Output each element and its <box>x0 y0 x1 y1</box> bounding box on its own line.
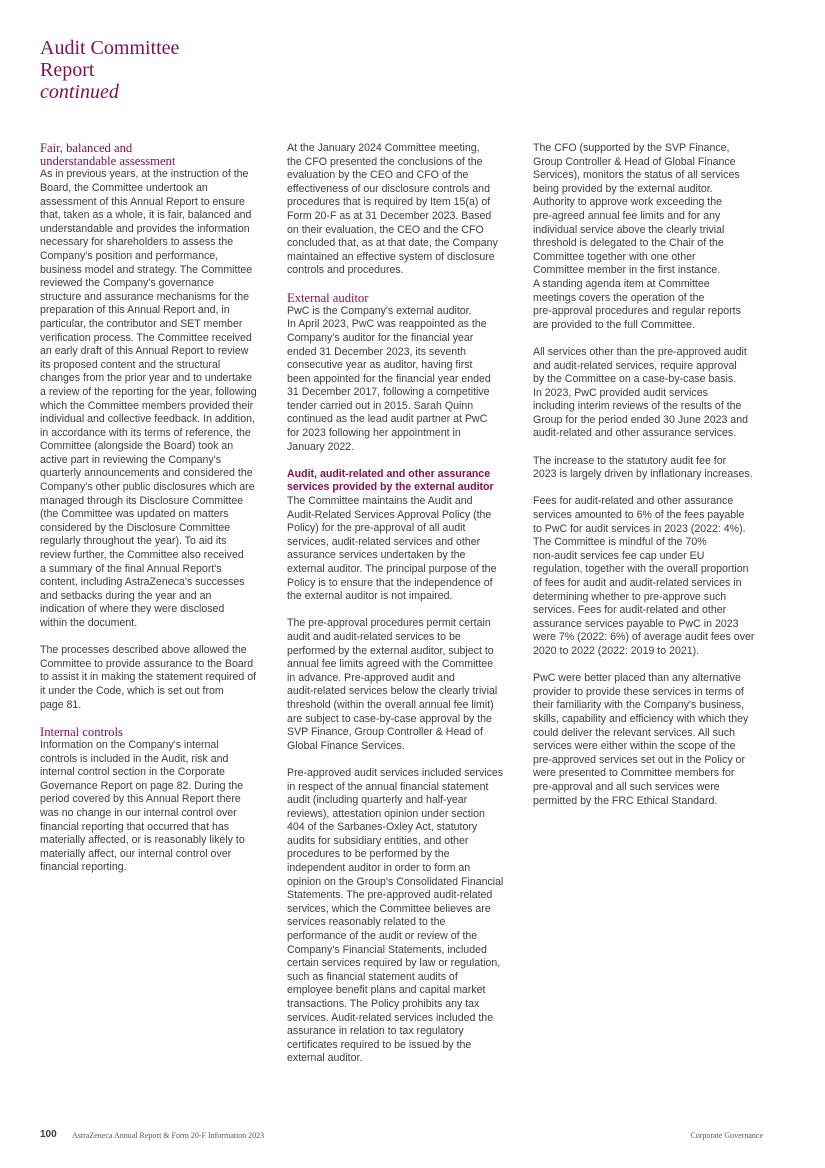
heading-fair-balanced: Fair, balanced and understandable assessment <box>40 141 176 169</box>
column-3 <box>533 142 765 822</box>
page-footer <box>40 1129 763 1143</box>
paragraph-fair-2: The processes described above allowed the Committee to provide assurance to the Board to assist it in making the statement required of it under the Code, which is set out from page 81. <box>40 644 257 711</box>
page-subtitle: continued <box>40 81 119 103</box>
paragraph-services-1: The Committee maintains the Audit and Audit-Related Services Approval Policy (the Policy) for the pre-approval of all audit services, audit-related services and other assurance services undertaken by the external auditor. The principal purpose of the Policy is to ensure that the independence of the external auditor is not impaired. <box>287 495 497 603</box>
section-name: Corporate Governance <box>690 1131 763 1140</box>
page-number: 100 <box>40 1129 57 1140</box>
heading-external-auditor: External auditor <box>287 290 369 305</box>
report-name: AstraZeneca Annual Report & Form 20-F Information 2023 <box>72 1131 265 1140</box>
paragraph-cfo-monitoring: The CFO (supported by the SVP Finance, Group Controller & Head of Global Finance Services), monitors the status of all services being provided by the external auditor. Authority to approve work exceeding the pre-agreed annual fee limits and for any individual service above the clearly trivial threshold is delegated to the Chair of the Committee together with one other Committee member in the first instance. A standing agenda item at Committee meetings covers the operation of the pre-approval procedures and regular reports are provided to the full Committee. <box>533 142 741 331</box>
paragraph-services-2: The pre-approval procedures permit certain audit and audit-related services to be performed by the external auditor, subject to annual fee limits agreed with the Committee in advance. Pre-approved audit and audit-related services below the clearly trivial threshold (within the overall annual fee limit) are subject to case-by-case approval by the SVP Finance, Group Controller & Head of Global Finance Services. <box>287 617 498 752</box>
paragraph-internal-controls: Information on the Company's internal controls is included in the Audit, risk and internal control section in the Corporate Governance Report on page 82. During the period covered by this Annual Report there was no change in our internal control over financial reporting that occurred that has materially affected, or is reasonably likely to materially affect, our internal control over financial reporting. <box>40 738 245 874</box>
paragraph-external-auditor: PwC is the Company's external auditor. In April 2023, PwC was reappointed as the Company's auditor for the financial year ended 31 December 2023, its seventh consecutive year as auditor, having first been appointed for the financial year ended 31 December 2017, following a competitive tender carried out in 2015. Sarah Quinn continued as the lead audit partner at PwC for 2023 following her appointment in January 2022. <box>287 304 491 453</box>
column-1 <box>40 142 272 888</box>
page-title-line2: Report <box>40 59 95 81</box>
page-title-block <box>40 37 179 103</box>
paragraph-audit-fee: The increase to the statutory audit fee for 2023 is largely driven by inflationary increases. <box>533 454 753 481</box>
paragraph-january-meeting: At the January 2024 Committee meeting, the CFO presented the conclusions of the evaluation by the CEO and CFO of the effectiveness of our disclosure controls and procedures that is required by Item 15(a) of Form 20-F as at 31 December 2023. Based on their evaluation, the CEO and the CFO concluded that, as at that date, the Company maintained an effective system of disclosure controls and procedures. <box>287 142 498 277</box>
paragraph-fees: Fees for audit-related and other assurance services amounted to 6% of the fees payable to PwC for audit services in 2023 (2022: 4%). The Committee is mindful of the 70% non-audit services fee cap under EU regulation, together with the overall proportion of fees for audit and audit-related services in determining whether to pre-approve such services. Fees for audit-related and other assurance services payable to PwC in 2023 were 7% (2022: 6%) of average audit fees over 2020 to 2022 (2022: 2019 to 2021). <box>533 495 755 657</box>
heading-internal-controls: Internal controls <box>40 724 123 739</box>
page-title: Audit Committee <box>40 37 180 59</box>
paragraph-services-3: Pre-approved audit services included services in respect of the annual financial statement audit (including quarterly and half-year reviews), attestation opinion under section 404 of the Sarbanes-Oxley Act, statutory audits for subsidiary entities, and other procedures to be performed by the independent auditor in order to form an opinion on the Group's Consolidated Financial Statements. The pre-approved audit-related services, which the Committee believes are services reasonably related to the performance of the audit or review of the Company's Financial Statements, included certain services required by law or regulation, such as financial statement audits of employee benefit plans and capital market transactions. The Policy prohibits any tax services. Audit-related services included the assurance in relation to tax regulatory certificates required to be issued by the external auditor. <box>287 766 504 1065</box>
paragraph-fair-1: As in previous years, at the instruction of the Board, the Committee undertook an assessment of this Annual Report to ensure that, taken as a whole, it is fair, balanced and understandable and provides the information necessary for shareholders to assess the Company's position and performance, business model and strategy. The Committee reviewed the Company's governance structure and assurance mechanisms for the preparation of this Annual Report and, in particular, the contributor and SET member verification process. The Committee received an early draft of this Annual Report to review its proposed content and the structural changes from the prior year and to undertake a review of the reporting for the year, following which the Committee members provided their individual and collective feedback. In addition, in accordance with its terms of reference, the Committee (alongside the Board) took an active part in reviewing the Company's quarterly announcements and considered the Company's other public disclosures which are managed through its Disclosure Committee (the Committee was updated on matters considered by the Disclosure Committee regularly throughout the year). To aid its review further, the Committee also received a summary of the final Annual Report's content, including AstraZeneca's successes and setbacks during the year and an indication of where they were disclosed within the document. <box>40 168 257 629</box>
column-2 <box>287 142 519 1080</box>
heading-audit-services: Audit, audit-related and other assurance services provided by the external auditor <box>287 467 494 494</box>
paragraph-services-approval: All services other than the pre-approved audit and audit-related services, require approval by the Committee on a case-by-case basis. In 2023, PwC provided audit services including interim reviews of the results of the Group for the period ended 30 June 2023 and audit-related and other assurance services. <box>533 345 748 440</box>
paragraph-pwc-placement: PwC were better placed than any alternative provider to provide these services in terms of their familiarity with the Company's business, skills, capability and efficiency with which they could deliver the relevant services. All such services were either within the scope of the pre-approved services set out in the Policy or were presented to Committee members for pre-approval and all such services were permitted by the FRC Ethical Standard. <box>533 672 749 807</box>
